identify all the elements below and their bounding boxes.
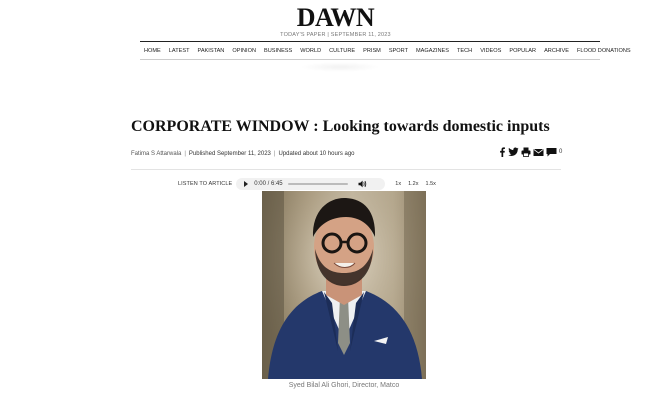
byline-separator-2: | [273,151,276,157]
nav-archive[interactable]: ARCHIVE [544,47,569,54]
photo-caption: Syed Bilal Ali Ghori, Director, Matco [288,382,400,389]
listen-label: LISTEN TO ARTICLE [178,181,233,187]
nav-popular[interactable]: POPULAR [509,47,537,54]
speed-1-2x[interactable]: 1.2x [408,181,419,187]
portrait-illustration [262,191,426,379]
comment-icon[interactable] [546,147,557,157]
dawn-logo[interactable]: DAWN [296,3,375,32]
speed-1x[interactable]: 1x [395,181,402,187]
byline-separator: | [184,151,186,157]
nav-shadow [300,62,380,72]
nav-pakistan[interactable]: PAKISTAN [197,47,225,54]
nav-prism[interactable]: PRISM [363,47,381,54]
todays-paper-link[interactable]: TODAY'S PAPER | SEPTEMBER 11, 2023 [280,32,391,38]
facebook-icon[interactable] [498,147,506,157]
nav-tech[interactable]: TECH [456,47,473,54]
nav-flood-donations[interactable]: FLOOD DONATIONS [576,47,631,54]
print-icon[interactable] [521,147,531,157]
published-date: Published September 11, 2023 [188,151,271,157]
article-headline[interactable]: CORPORATE WINDOW : Looking towards domestic inputs [131,118,550,135]
email-icon[interactable] [533,148,544,157]
nav-latest[interactable]: LATEST [168,47,190,54]
nav-world[interactable]: WORLD [300,47,322,54]
article-photo[interactable] [262,191,426,379]
nav-sport[interactable]: SPORT [388,47,409,54]
nav-home[interactable]: HOME [144,47,161,54]
byline [131,151,355,157]
play-icon[interactable] [244,181,248,187]
header-divider [131,169,561,170]
nav-opinion[interactable]: OPINION [232,47,256,54]
masthead [0,4,671,38]
main-nav [140,41,631,60]
audio-player-row [178,178,436,190]
share-bar [498,147,562,157]
audio-time: 0:00 / 6:45 [254,181,283,187]
speed-1-5x[interactable]: 1.5x [425,181,436,187]
volume-icon[interactable] [358,180,367,188]
author-link[interactable]: Fatima S Attarwala [131,151,182,157]
nav-culture[interactable]: CULTURE [329,47,356,54]
audio-player [236,178,385,190]
twitter-icon[interactable] [508,147,519,157]
nav-videos[interactable]: VIDEOS [480,47,502,54]
nav-business[interactable]: BUSINESS [263,47,293,54]
audio-progress-bar[interactable] [288,183,348,185]
nav-magazines[interactable]: MAGAZINES [416,47,449,54]
comment-count[interactable]: 0 [559,149,563,155]
playback-speeds [395,181,436,187]
updated-time: Updated about 10 hours ago [278,151,355,157]
